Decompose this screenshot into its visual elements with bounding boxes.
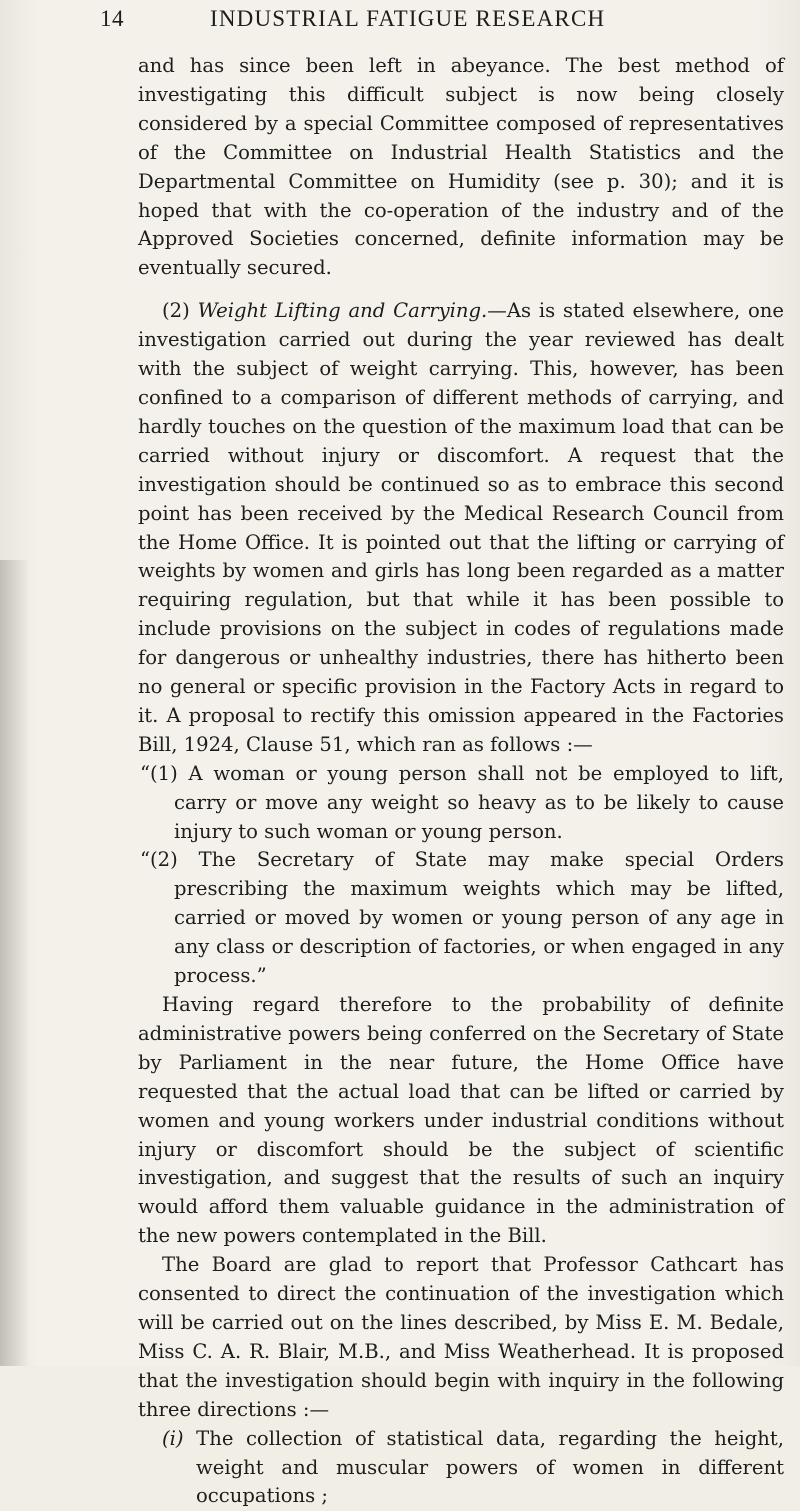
paragraph-home-office-request: Having regard therefore to the probability of definite administrative powers being conferred on the Secretary of State by Parliament in the near future, the Home Office have requested that the actual load that can be lifted or carried by women and young workers under industrial conditions without injury or discomfort should be the subject of scientific investigation, and suggest that the results of such an inquiry would afford them valuable guidance in the administration of the new powers contemplated in the Bill. xyxy=(138,993,784,1248)
paragraph-abeyance: and has since been left in abeyance. The best method of investigating this difficult subject is now being closely considered by a special Committee composed of representatives of the Committee on Industrial Health Statistics and the Departmental Committee on Humidity (see p. 30); and it is hoped that with the co-operation of the industry and of the Approved Societies concerned, definite information may be eventually secured. xyxy=(138,54,784,280)
list-item-text: The collection of statistical data, regarding the height, weight and muscular powers of women in different occupations ; xyxy=(196,1426,785,1508)
page-number: 14 xyxy=(100,6,124,31)
quoted-clause-2: “(2) The Secretary of State may make special Orders prescribing the maximum weights which may be lifted, carried or moved by women or young person of any age in any class or description of factories, or when engaged in any process.” xyxy=(140,848,784,988)
quoted-clause-1: “(1) A woman or young person shall not be employed to lift, carry or move any weight so heavy as to be likely to cause injury to such woman or young person. xyxy=(140,761,784,843)
paragraph-board-report: The Board are glad to report that Professor Cathcart has consented to direct the continuation of the investigation which will be carried out on the lines described, by Miss E. M. Bedale, Miss C. A. R. Blair, M.B., and Miss Weatherhead. It is proposed that the investigation should begin with inquiry in the following three directions :— xyxy=(138,1253,784,1421)
page-body xyxy=(138,52,784,1511)
section-text: —As is stated elsewhere, one investigation carried out during the year reviewed has dealt with the subject of weight carrying. This, however, has been confined to a comparison of different methods of carrying, and hardly touches on the question of the maximum load that can be carried without injury or discomfort. A request that the investigation should be continued so as to embrace this second point has been received by the Medical Research Council from the Home Office. It is pointed out that the lifting or carrying of weights by women and girls has long been regarded as a matter requiring regulation, but that while it has been possible to include provisions on the subject in codes of regulations made for dangerous or unhealthy industries, there has hitherto been no general or specific provision in the Factory Acts in regard to it. A proposal to rectify this omission appeared in the Factories Bill, 1924, Clause 51, which ran as follows :— xyxy=(138,299,785,756)
list-item-statistical-data xyxy=(162,1425,784,1511)
running-header xyxy=(100,6,780,42)
running-title: INDUSTRIAL FATIGUE RESEARCH xyxy=(210,6,606,31)
list-marker: (i) xyxy=(162,1426,184,1450)
paragraph-weight-lifting xyxy=(138,297,784,760)
section-heading: Weight Lifting and Carrying. xyxy=(197,299,488,323)
binding-shadow xyxy=(0,560,30,1366)
section-number: (2) xyxy=(162,299,190,323)
